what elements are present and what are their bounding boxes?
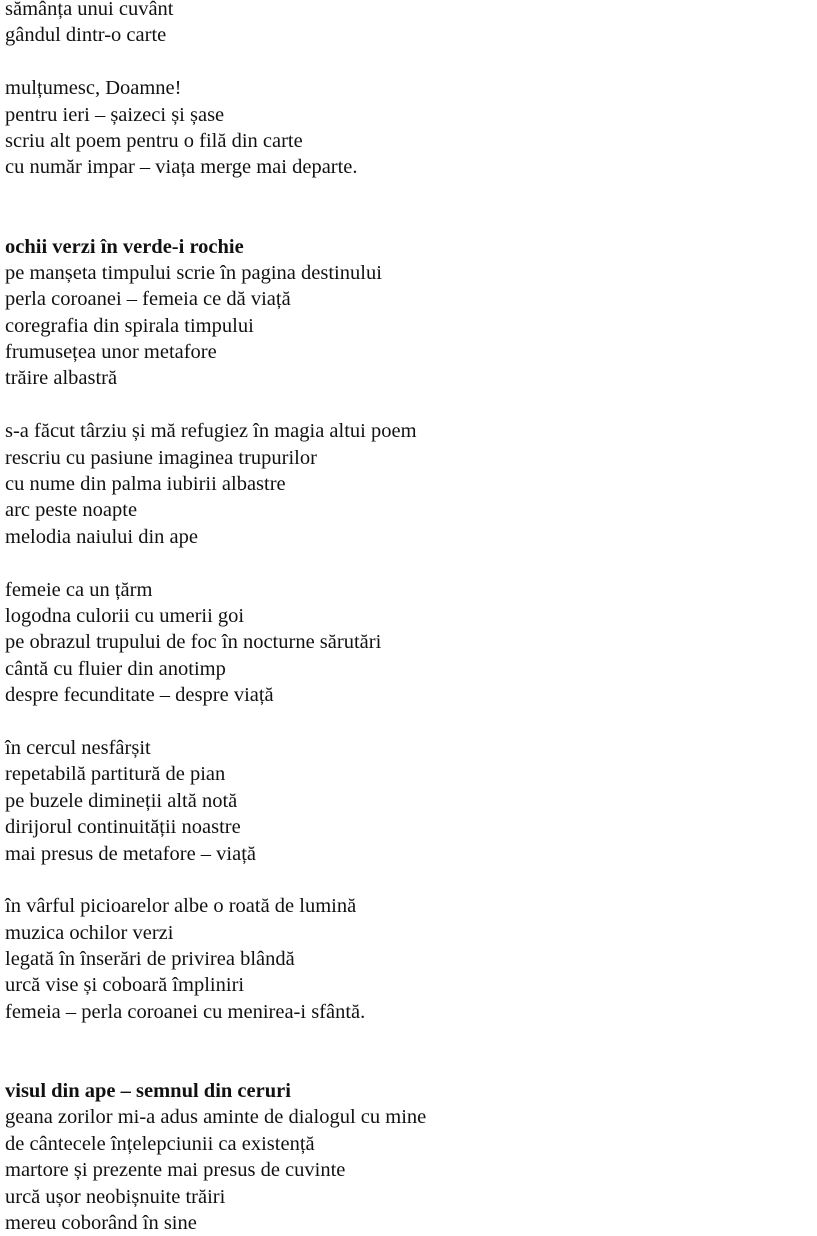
stanza: [5, 735, 805, 867]
document-page: [5, 0, 805, 1236]
section-spacer: [5, 181, 805, 234]
stanza-spacer: [5, 392, 805, 418]
poem-line: în vârful picioarelor albe o roată de lumină: [5, 895, 357, 918]
stanza: [5, 75, 805, 181]
stanza: [5, 577, 805, 709]
poem-line: urcă ușor neobișnuite trăiri: [5, 1185, 226, 1208]
poem-line: melodia naiului din ape: [5, 525, 198, 548]
poem-line: în cercul nesfârșit: [5, 736, 151, 759]
poem-line: mulțumesc, Doamne!: [5, 77, 182, 100]
poem-line: martore și prezente mai presus de cuvinte: [5, 1159, 346, 1182]
poem-line: frumusețea unor metafore: [5, 341, 217, 364]
poem-line: sămânța unui cuvânt: [5, 0, 174, 20]
poem-line: legată în înserări de privirea blândă: [5, 948, 295, 971]
poem-line: pe obrazul trupului de foc în nocturne sărutări: [5, 631, 382, 654]
poem-line: arc peste noapte: [5, 499, 138, 522]
poem-line: femeia – perla coroanei cu menirea-i sfântă.: [5, 1000, 366, 1023]
poem-line: pentru ieri – șaizeci și șase: [5, 103, 225, 126]
poem-line: repetabilă partitură de pian: [5, 763, 226, 786]
poem-line: cu număr impar – viața merge mai departe.: [5, 156, 358, 179]
stanza-spacer: [5, 867, 805, 893]
poem-line: coregrafia din spirala timpului: [5, 314, 254, 337]
stanza: [5, 893, 805, 1025]
stanza-spacer: [5, 709, 805, 735]
poem-line: pe manșeta timpului scrie în pagina destinului: [5, 261, 382, 284]
poem-line: geana zorilor mi-a adus aminte de dialogul cu mine: [5, 1106, 427, 1129]
poem-line: gândul dintr-o carte: [5, 24, 167, 47]
poem-line: perla coroanei – femeia ce dă viață: [5, 288, 291, 311]
poem-line: dirijorul continuității noastre: [5, 816, 241, 839]
poem-line: despre fecunditate – despre viață: [5, 684, 274, 707]
poem-line: trăire albastră: [5, 367, 118, 390]
poem-line: rescriu cu pasiune imaginea trupurilor: [5, 446, 317, 469]
stanza: [5, 260, 805, 392]
poem-line: cântă cu fluier din anotimp: [5, 657, 226, 680]
poem-line: pe buzele dimineții altă notă: [5, 789, 238, 812]
stanza: [5, 1104, 805, 1236]
poem-title: visul din ape – semnul din ceruri: [5, 1080, 291, 1103]
poem-title: ochii verzi în verde-i rochie: [5, 235, 244, 258]
poem-line: s-a făcut târziu și mă refugiez în magia altui poem: [5, 420, 417, 443]
section-spacer: [5, 1025, 805, 1078]
poem-line: muzica ochilor verzi: [5, 921, 174, 944]
poem-line: scriu alt poem pentru o filă din carte: [5, 129, 303, 152]
poem-line: logodna culorii cu umerii goi: [5, 605, 245, 627]
poem-line: femeie ca un țărm: [5, 578, 153, 601]
poem-line: urcă vise și coboară împliniri: [5, 974, 245, 997]
poem-line: mereu coborând în sine: [5, 1212, 197, 1234]
stanza-spacer: [5, 550, 805, 576]
poem-line: cu nume din palma iubirii albastre: [5, 473, 286, 496]
stanza: [5, 418, 805, 550]
stanza-spacer: [5, 49, 805, 75]
poem-line: mai presus de metafore – viață: [5, 842, 257, 865]
stanza: [5, 0, 805, 49]
poem-line: de cântecele înțelepciunii ca existență: [5, 1132, 315, 1155]
